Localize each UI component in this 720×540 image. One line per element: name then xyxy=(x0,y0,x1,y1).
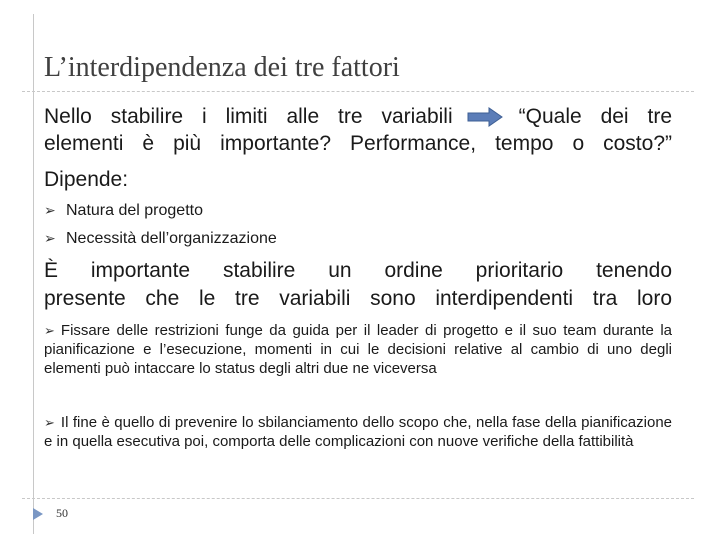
slide-title: L’interdipendenza dei tre fattori xyxy=(44,52,400,83)
statement-line-1: È importante stabilire un ordine prioritario tenendo xyxy=(44,259,672,282)
intro-line-3: Dipende: xyxy=(44,168,129,191)
page-number: 50 xyxy=(56,506,68,520)
arrowhead-bullet-icon: ➢ xyxy=(44,415,55,430)
intro-text-before-arrow: Nello stabilire i limiti alle tre variabili xyxy=(44,105,453,128)
intro-line-1 xyxy=(44,104,672,130)
arrowhead-bullet-icon: ➢ xyxy=(44,202,56,218)
bullet-item-necessita xyxy=(44,230,277,248)
right-arrow-icon xyxy=(467,107,503,127)
footer-divider xyxy=(22,498,694,499)
detail-paragraph-1 xyxy=(44,321,672,378)
arrowhead-bullet-icon: ➢ xyxy=(44,230,56,246)
bullet-item-natura xyxy=(44,202,203,220)
detail-text: Il fine è quello di prevenire lo sbilanciamento dello scopo che, nella fase della pianificazione e in quella esecutiva poi, comporta delle complicazioni con nuove verifiche della fattibilità xyxy=(44,414,672,450)
detail-text: Fissare delle restrizioni funge da guida per il leader di progetto e il suo team durante la pianificazione e l’esecuzione, momenti in cui le decisioni relative al cambio di uno degli elementi può intaccare lo status degli altri due ne viceversa xyxy=(44,322,672,377)
left-vertical-rule xyxy=(33,14,34,534)
intro-line-2: elementi è più importante? Performance, tempo o costo?” xyxy=(44,132,672,155)
bullet-text: Necessità dell’organizzazione xyxy=(66,230,277,247)
intro-text-after-arrow: “Quale dei tre xyxy=(518,105,672,128)
statement-line-2: presente che le tre variabili sono interdipendenti tra loro xyxy=(44,287,672,310)
arrowhead-bullet-icon: ➢ xyxy=(44,323,55,338)
bullet-text: Natura del progetto xyxy=(66,202,203,219)
triangle-marker-icon xyxy=(32,507,44,521)
title-divider xyxy=(22,91,694,92)
detail-paragraph-2 xyxy=(44,413,672,451)
